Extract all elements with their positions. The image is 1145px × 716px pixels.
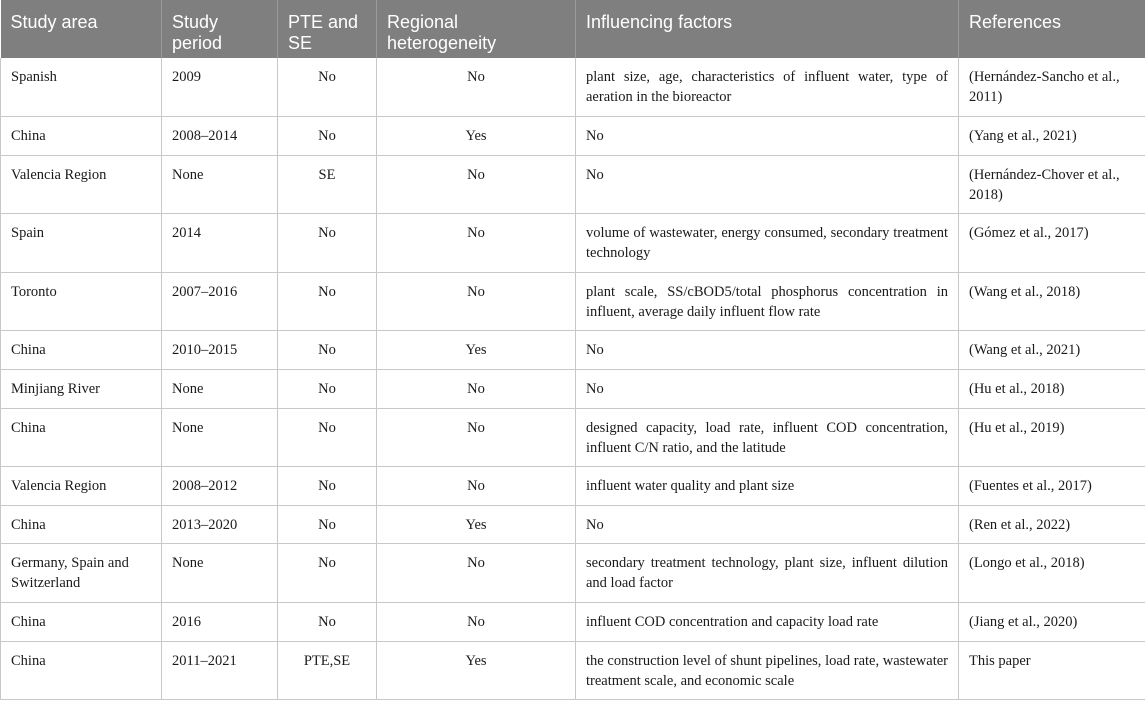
cell-study-period: None xyxy=(162,370,278,409)
header-regional-heterogeneity: Regional heterogeneity xyxy=(377,0,576,58)
cell-pte-se: No xyxy=(278,544,377,603)
cell-influencing-factors: designed capacity, load rate, influent COD concentration, influent C/N ratio, and the latitude xyxy=(576,408,959,467)
cell-pte-se: No xyxy=(278,370,377,409)
table-row xyxy=(1,408,1145,467)
cell-regional-heterogeneity: No xyxy=(377,544,576,603)
cell-influencing-factors: the construction level of shunt pipelines, load rate, wastewater treatment scale, and economic scale xyxy=(576,641,959,700)
cell-study-period: 2011–2021 xyxy=(162,641,278,700)
table-row xyxy=(1,641,1145,700)
cell-reference: (Hernández-Sancho et al., 2011) xyxy=(959,58,1145,117)
table-body xyxy=(1,58,1145,700)
table-row xyxy=(1,214,1145,273)
cell-influencing-factors: No xyxy=(576,505,959,544)
header-pte-se: PTE and SE xyxy=(278,0,377,58)
cell-study-area: China xyxy=(1,603,162,642)
cell-reference: (Fuentes et al., 2017) xyxy=(959,467,1145,506)
header-row xyxy=(1,0,1145,58)
header-study-period: Study period xyxy=(162,0,278,58)
cell-pte-se: No xyxy=(278,117,377,156)
cell-pte-se: PTE,SE xyxy=(278,641,377,700)
cell-study-area: Minjiang River xyxy=(1,370,162,409)
cell-influencing-factors: No xyxy=(576,155,959,214)
table-row xyxy=(1,331,1145,370)
cell-influencing-factors: plant scale, SS/cBOD5/total phosphorus concentration in influent, average daily influent flow rate xyxy=(576,272,959,331)
cell-study-area: Valencia Region xyxy=(1,155,162,214)
cell-regional-heterogeneity: No xyxy=(377,603,576,642)
cell-reference: (Wang et al., 2018) xyxy=(959,272,1145,331)
header-references: References xyxy=(959,0,1145,58)
cell-reference: (Gómez et al., 2017) xyxy=(959,214,1145,273)
table-row xyxy=(1,272,1145,331)
table-row xyxy=(1,467,1145,506)
cell-reference: (Yang et al., 2021) xyxy=(959,117,1145,156)
cell-reference: (Ren et al., 2022) xyxy=(959,505,1145,544)
cell-study-area: Germany, Spain and Switzerland xyxy=(1,544,162,603)
cell-regional-heterogeneity: Yes xyxy=(377,331,576,370)
cell-study-period: 2009 xyxy=(162,58,278,117)
table-row xyxy=(1,544,1145,603)
cell-study-period: 2008–2012 xyxy=(162,467,278,506)
cell-study-area: China xyxy=(1,505,162,544)
cell-pte-se: No xyxy=(278,467,377,506)
cell-pte-se: No xyxy=(278,331,377,370)
cell-study-period: 2008–2014 xyxy=(162,117,278,156)
cell-study-period: 2013–2020 xyxy=(162,505,278,544)
cell-study-period: 2016 xyxy=(162,603,278,642)
table-row xyxy=(1,58,1145,117)
cell-reference: (Hu et al., 2018) xyxy=(959,370,1145,409)
table-row xyxy=(1,603,1145,642)
cell-reference: This paper xyxy=(959,641,1145,700)
table-row xyxy=(1,155,1145,214)
cell-reference: (Longo et al., 2018) xyxy=(959,544,1145,603)
cell-study-area: China xyxy=(1,641,162,700)
cell-pte-se: No xyxy=(278,408,377,467)
cell-study-period: None xyxy=(162,155,278,214)
cell-influencing-factors: No xyxy=(576,370,959,409)
cell-influencing-factors: influent water quality and plant size xyxy=(576,467,959,506)
cell-study-area: Valencia Region xyxy=(1,467,162,506)
cell-study-area: China xyxy=(1,408,162,467)
cell-regional-heterogeneity: No xyxy=(377,467,576,506)
cell-regional-heterogeneity: No xyxy=(377,272,576,331)
table-row xyxy=(1,505,1145,544)
cell-study-area: Spain xyxy=(1,214,162,273)
cell-influencing-factors: influent COD concentration and capacity load rate xyxy=(576,603,959,642)
cell-pte-se: No xyxy=(278,272,377,331)
cell-study-area: China xyxy=(1,331,162,370)
table-header xyxy=(1,0,1145,58)
cell-study-period: 2010–2015 xyxy=(162,331,278,370)
cell-regional-heterogeneity: Yes xyxy=(377,641,576,700)
cell-pte-se: No xyxy=(278,58,377,117)
cell-regional-heterogeneity: No xyxy=(377,408,576,467)
cell-regional-heterogeneity: Yes xyxy=(377,117,576,156)
cell-pte-se: No xyxy=(278,214,377,273)
cell-study-area: Toronto xyxy=(1,272,162,331)
cell-reference: (Hernández-Chover et al., 2018) xyxy=(959,155,1145,214)
cell-study-period: 2007–2016 xyxy=(162,272,278,331)
cell-study-period: None xyxy=(162,408,278,467)
cell-reference: (Jiang et al., 2020) xyxy=(959,603,1145,642)
cell-regional-heterogeneity: No xyxy=(377,214,576,273)
cell-influencing-factors: No xyxy=(576,331,959,370)
cell-study-period: None xyxy=(162,544,278,603)
cell-influencing-factors: volume of wastewater, energy consumed, secondary treatment technology xyxy=(576,214,959,273)
cell-pte-se: No xyxy=(278,603,377,642)
cell-influencing-factors: No xyxy=(576,117,959,156)
table-row xyxy=(1,117,1145,156)
cell-regional-heterogeneity: No xyxy=(377,370,576,409)
header-influencing-factors: Influencing factors xyxy=(576,0,959,58)
cell-reference: (Wang et al., 2021) xyxy=(959,331,1145,370)
cell-pte-se: SE xyxy=(278,155,377,214)
table-row xyxy=(1,370,1145,409)
cell-regional-heterogeneity: No xyxy=(377,58,576,117)
cell-study-period: 2014 xyxy=(162,214,278,273)
cell-study-area: China xyxy=(1,117,162,156)
header-study-area: Study area xyxy=(1,0,162,58)
cell-influencing-factors: plant size, age, characteristics of influent water, type of aeration in the bioreactor xyxy=(576,58,959,117)
cell-study-area: Spanish xyxy=(1,58,162,117)
cell-reference: (Hu et al., 2019) xyxy=(959,408,1145,467)
cell-regional-heterogeneity: No xyxy=(377,155,576,214)
cell-influencing-factors: secondary treatment technology, plant size, influent dilution and load factor xyxy=(576,544,959,603)
cell-pte-se: No xyxy=(278,505,377,544)
cell-regional-heterogeneity: Yes xyxy=(377,505,576,544)
